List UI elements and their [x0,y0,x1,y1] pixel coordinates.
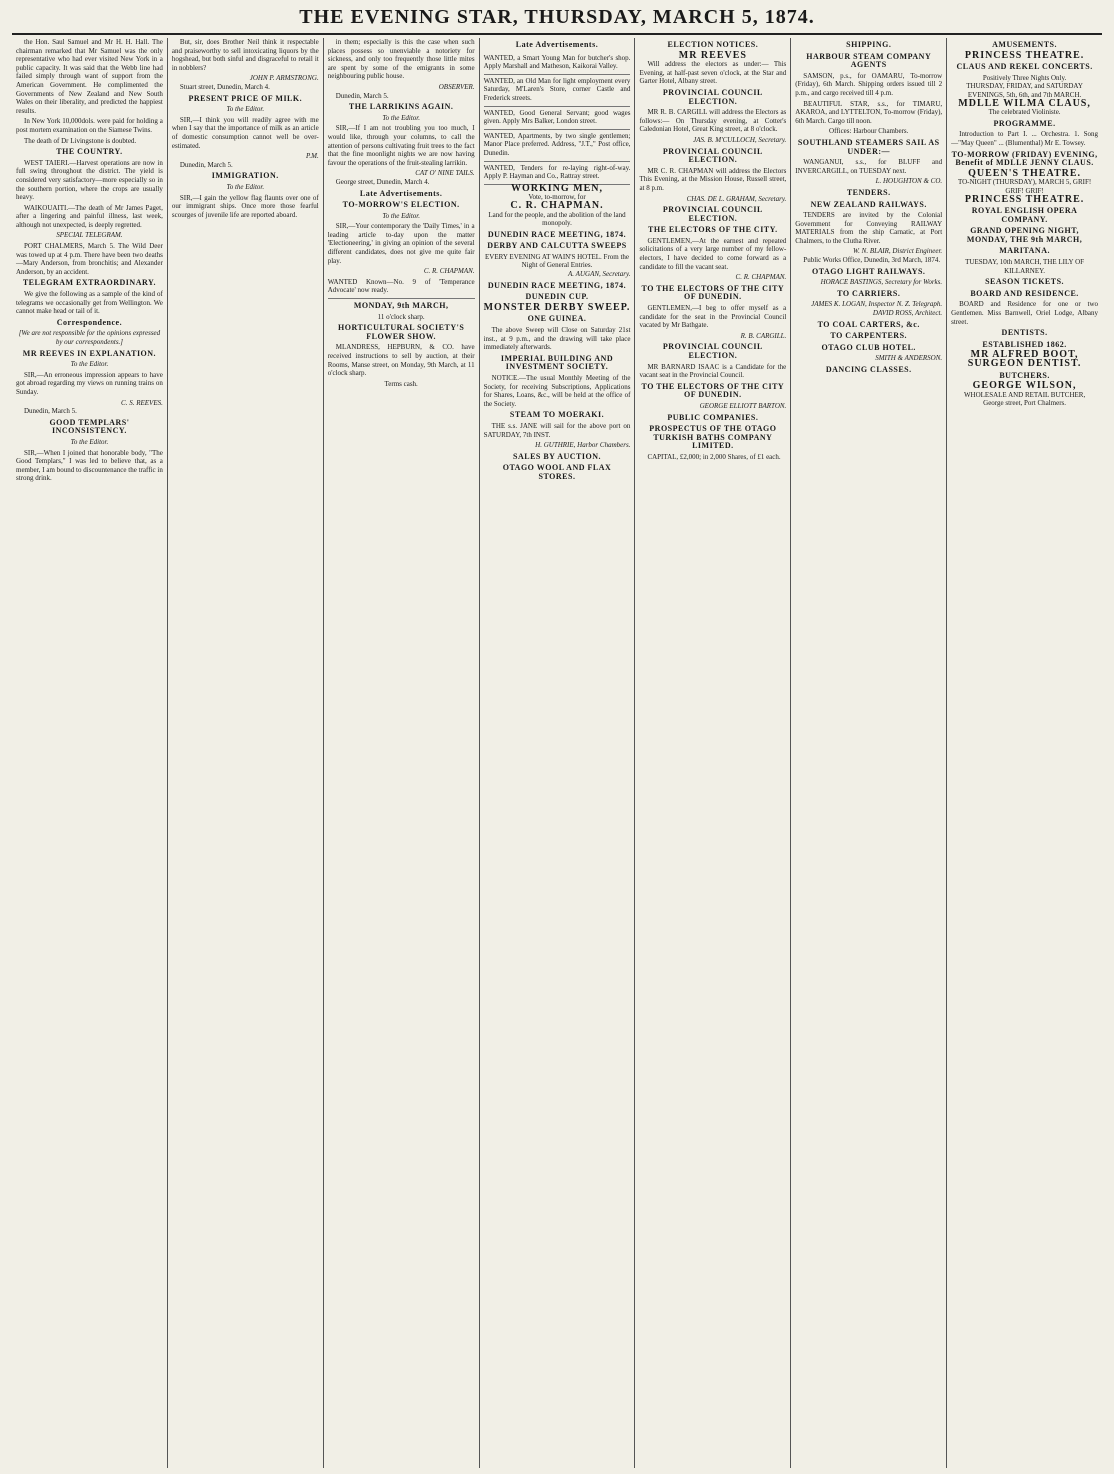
section-heading: OTAGO CLUB HOTEL. [821,342,916,352]
newspaper-title: THE EVENING STAR, THURSDAY, MARCH 5, 1874. [299,6,815,28]
signature-line: CHAS. DE L. GRAHAM, Secretary. [686,194,787,203]
column-3 [324,38,480,1468]
centered-line: Terms cash. [384,379,418,388]
signature-line: JOHN P. ARMSTRONG. [249,74,319,83]
sub-heading: SPECIAL TELEGRAM. [56,231,123,240]
signature-line: JAMES K. LOGAN, Inspector N. Z. Telegraph. [811,300,943,309]
display-heading: MR ALFRED BOOT, SURGEON DENTIST. [967,349,1082,369]
article-paragraph: NOTICE.—The usual Monthly Meeting of the Society, for receiving Subscriptions, Applications for Shares, Loans, &c., will be held at the office of the Society. [483,374,631,408]
centered-line: Vote, to-morrow, for [528,193,586,202]
article-paragraph: WANGANUI, s.s., for BLUFF and INVERCARGILL, on TUESDAY next. [795,158,943,175]
section-heading: TO COAL CARTERS, &c. [817,319,920,329]
article-paragraph: SIR,—I gain the yellow flag flaunts over one of our immigrant ships. Once more those fearful scourges of juvenile life are reported aboard. [171,193,319,219]
sub-heading: To the Editor. [226,182,265,191]
centered-line: THURSDAY, FRIDAY, and SATURDAY EVENINGS, 5th, 6th, and 7th MARCH. [966,82,1083,99]
column-4 [480,38,636,1468]
column-5 [635,38,791,1468]
section-heading: SOUTHLAND STEAMERS SAIL AS UNDER:— [797,137,940,156]
section-heading: TELEGRAM EXTRAORDINARY. [22,278,157,288]
section-heading: OTAGO WOOL AND FLAX STORES. [502,463,612,481]
section-heading: SHIPPING. [846,40,892,49]
classified-ad: WANTED, an Old Man for light employment every Saturday, M'Laren's Store, corner Castle and Frederick streets. [484,75,631,107]
section-heading: MONDAY, 9th MARCH, [353,301,449,311]
sub-heading: To the Editor. [382,113,420,122]
section-heading: SEASON TICKETS. [985,277,1065,287]
section-heading: PROVINCIAL COUNCIL ELECTION. [662,87,763,106]
article-paragraph: MR C. R. CHAPMAN will address the Electors This Evening, at the Mission House, Russell street, at 8 p.m. [639,166,787,192]
section-heading: OTAGO LIGHT RAILWAYS. [812,266,926,276]
article-paragraph: SIR,—An erroneous impression appears to have got abroad regarding my views on running trains on Sunday. [16,370,163,396]
article-paragraph: Dunedin, March 5. [335,91,389,100]
display-heading: PRINCESS THEATRE. [964,49,1085,61]
signature-line: W. N. BLAIR, District Engineer. [852,247,943,256]
article-paragraph: CAPITAL, £2,000; in 2,000 Shares, of £1 each. [647,452,781,461]
section-heading: PROSPECTUS OF THE OTAGO TURKISH BATHS COMPANY LIMITED. [649,424,777,451]
article-paragraph: GENTLEMEN,—I beg to offer myself as a candidate for the seat in the Provincial Council vacated by Mr Bathgate. [639,304,787,330]
article-paragraph: MR BARNARD ISAAC is a Candidate for the vacant seat in the Provincial Council. [639,362,787,380]
sub-heading: To the Editor. [382,211,420,220]
newspaper-columns [12,38,1102,1468]
signature-line: DAVID ROSS, Architect. [872,309,943,318]
display-heading: MDLLE WILMA CLAUS, [958,97,1091,109]
centered-line: 11 o'clock sharp. [377,312,425,321]
article-paragraph: WEST TAIERI.—Harvest operations are now in full swing throughout the district. The yield is considered very satisfactory—more especially so in the southern portion, where the crops are usually heavy. [16,158,163,202]
signature-line: H. GUTHRIE, Harbor Chambers. [535,441,631,450]
signature-line: L. HOUGHTON & CO. [875,177,943,186]
section-heading: BOARD AND RESIDENCE. [970,288,1079,298]
article-paragraph: WAIKOUAITI.—The death of Mr James Paget, after a lingering and painful illness, last week, although not unexpected, is deeply regretted. [16,203,163,229]
section-heading: BUTCHERS. [999,370,1050,380]
article-paragraph: SIR,—Your contemporary the 'Daily Times,' in a leading article to-day upon the matter 'Electioneering,' in giving an opinion of the several different candidates, does not give me quite fair play. [327,222,475,265]
article-paragraph: MLANDRESS, HEPBURN, & CO. have received instructions to sell by auction, at their Rooms, Manse street, on Monday, 9th March, at 11 o'clock sharp. [327,343,475,378]
article-paragraph: SAMSON, p.s., for OAMARU, To-morrow (Friday), 6th March. Shipping orders issued till 2 p.m., and cargo received till 4 p.m. [795,71,943,97]
signature-line: C. S. REEVES. [121,398,163,407]
section-heading: STEAM TO MOERAKI. [509,410,605,420]
masthead-rule [12,33,1102,35]
classified-ad: WANTED, Tenders for re-laying right-of-way. Apply P. Hayman and Co., Rattray street. [484,162,631,185]
section-heading: GRAND OPENING NIGHT, MONDAY, THE 9th MARCH, [966,226,1083,244]
section-heading: PUBLIC COMPANIES. [667,412,759,422]
section-heading: TO-MORROW'S ELECTION. [342,200,460,210]
signature-line: C. R. CHAPMAN. [735,273,787,282]
column-2 [168,38,324,1468]
section-heading: PROVINCIAL COUNCIL ELECTION. [662,146,763,165]
classified-ad: WANTED, Apartments, by two single gentlemen; Manor Place preferred. Address, "J.T.," Post office, Dunedin. [484,130,631,162]
signature-line: HORACE BASTINGS, Secretary for Works. [820,278,943,287]
signature-line: P.M. [306,152,319,161]
section-heading: DUNEDIN RACE MEETING, 1874. [487,280,627,290]
section-heading: MR REEVES IN EXPLANATION. [22,348,157,358]
article-paragraph: We give the following as a sample of the kind of telegrams we occasionally get from Wellington. We cannot make head or tail of it. [16,290,163,316]
column-7 [947,38,1102,1468]
section-heading: ONE GUINEA. [527,314,587,324]
signature-line: CAT O' NINE TAILS. [415,169,475,178]
section-heading: HORTICULTURAL SOCIETY'S FLOWER SHOW. [338,323,465,341]
article-paragraph: In New York 10,000dols. were paid for holding a post mortem examination on the Siamese Twins. [16,117,163,134]
article-paragraph: the Hon. Saul Samuel and Mr H. H. Hall. The chairman remarked that Mr Samuel was the only representative who had ever visited New York in a public capacity. It was said that the Webb line had failed simply through want of support from the American Government. He complimented the Governments of New Zealand and New South Wales on their liberality, and predicted the happiest results. [16,38,163,115]
section-heading: IMPERIAL BUILDING AND INVESTMENT SOCIETY. [500,353,614,372]
article-paragraph: SIR,—When I joined that honorable body, "The Good Templars," I was led to believe that, as a member, I am bound to discountenance the traffic in strong drink. [16,448,163,483]
article-paragraph: Introduction to Part I. ... Orchestra. 1. Song—"May Queen" ... (Blumenthal) Mr E. Towsey. [951,130,1099,147]
sub-heading: To the Editor. [70,437,109,446]
display-heading: MONSTER DERBY SWEEP. [483,301,631,313]
signature-line: SMITH & ANDERSON. [875,354,943,363]
section-heading: ELECTION NOTICES. [667,40,759,49]
article-paragraph: Will address the electors as under:— This Evening, at half-past seven o'clock, at the Star and Garter Hotel, Albany street. [639,60,787,86]
article-paragraph: in them; especially is this the case when such places possess so unenviable a notoriety for sickness, and only too frequently those little mites are spent by some of the emigrants in some neighbouring public house. [327,38,475,81]
section-heading: TO-MORROW (FRIDAY) EVENING, Benefit of MDLLE JENNY CLAUS. [951,149,1098,168]
section-heading: CLAUS AND REKEL CONCERTS. [956,62,1093,72]
section-heading: TENDERS. [846,187,891,197]
signature-line: GEORGE ELLIOTT BARTON. [699,401,787,410]
section-heading: DUNEDIN RACE MEETING, 1874. [487,229,627,239]
section-heading: TO THE ELECTORS OF THE CITY OF DUNEDIN. [641,381,785,400]
article-paragraph: Public Works Office, Dunedin, 3rd March, 1874. [803,256,941,265]
section-heading: THE LARRIKINS AGAIN. [348,102,454,112]
centered-line: Offices: Harbour Chambers. [829,127,909,136]
display-heading: QUEEN'S THEATRE. [968,167,1082,179]
section-heading: HARBOUR STEAM COMPANY AGENTS [806,51,932,70]
section-heading: AMUSEMENTS. [992,40,1057,49]
section-heading: Late Advertisements. [359,188,443,198]
display-heading: C. R. CHAPMAN. [510,199,604,211]
centered-line: Positively Three Nights Only. [982,73,1067,82]
article-paragraph: SIR,—I think you will readily agree with me when I say that the importance of milk as an article of domestic consumption cannot well be over-estimated. [171,115,319,150]
article-paragraph: Dunedin, March 5. [179,160,233,169]
centered-line: George street, Port Chalmers. [983,399,1067,408]
signature-line: A. AUGAN, Secretary. [568,270,631,279]
centered-line: EVERY EVENING AT WAIN'S HOTEL. From the Night of General Entries. [484,252,630,270]
section-heading: DUNEDIN CUP. [525,292,589,302]
sub-heading: To the Editor. [226,105,265,114]
article-paragraph: Dunedin, March 5. [24,407,77,416]
article-paragraph: THE s.s. JANE will sail for the above port on SATURDAY, 7th INST. [483,421,631,439]
article-paragraph: Stuart street, Dunedin, March 4. [179,82,270,91]
article-paragraph: George street, Dunedin, March 4. [335,177,430,186]
article-paragraph: The above Sweep will Close on Saturday 21st inst., at 9 p.m., and the drawing will take place immediately afterwards. [483,326,631,352]
display-heading: WORKING MEN, [511,182,603,194]
section-heading: Correspondence. [56,317,123,327]
article-paragraph: GENTLEMEN,—At the earnest and repeated solicitations of a very large number of my fellow-electors, I have decided to come forward as a candidate to fill the vacant seat. [639,236,787,271]
section-heading: DERBY AND CALCUTTA SWEEPS [487,241,627,251]
section-heading: DANCING CLASSES. [825,365,912,374]
centered-line: WHOLESALE AND RETAIL BUTCHER, [963,390,1086,399]
section-heading: PROGRAMME. [993,118,1056,128]
display-heading: PRINCESS THEATRE. [964,193,1085,205]
section-heading: PRESENT PRICE OF MILK. [188,93,303,103]
signature-line: OBSERVER. [438,82,475,91]
section-heading: TO CARRIERS. [837,288,901,298]
article-paragraph: BEAUTIFUL STAR, s.s., for TIMARU, AKAROA, and LYTTELTON, To-morrow (Friday), 6th March. Cargo till noon. [795,99,943,125]
column-6 [791,38,947,1468]
section-heading: MARITANA. [999,246,1050,256]
article-paragraph: But, sir, does Brother Neil think it respectable and praiseworthy to sell intoxicating liquors by the hogshead, but both sinful and disgraceful to retail it in nobblers? [171,38,319,72]
section-heading: SALES BY AUCTION. [513,451,602,461]
sub-heading: [We are not responsible for the opinions expressed by our correspondents.] [18,329,161,346]
classified-ad: WANTED, Good General Servant; good wages given. Apply Mrs Balker, London street. [484,107,631,130]
article-paragraph: TENDERS are invited by the Colonial Government for Conveying RAILWAY MATERIALS from the ship Carnatic, at Port Chalmers, to the Clutha River. [795,211,943,245]
display-heading: GEORGE WILSON, [972,380,1077,392]
classified-ad: WANTED Known—No. 9 of 'Temperance Advocate' now ready. [328,276,475,299]
section-heading: THE ELECTORS OF THE CITY. [648,225,778,235]
section-heading: TO THE ELECTORS OF THE CITY OF DUNEDIN. [641,283,785,302]
article-paragraph: The death of Dr Livingstone is doubted. [24,136,137,145]
section-heading: THE COUNTRY. [56,147,123,157]
section-heading: DENTISTS. [1001,328,1048,338]
signature-line: JAS. B. M'CULLOCH, Secretary. [693,135,787,144]
section-heading: Late Advertisements. [515,40,599,49]
centered-line: TUESDAY, 10th MARCH, THE LILY OF KILLARNEY. [965,258,1085,275]
centered-line: The celebrated Violiniste. [988,108,1061,117]
column-1 [12,38,168,1468]
article-paragraph: BOARD and Residence for one or two Gentlemen. Miss Barnwell, Oriel Lodge, Albany street. [951,300,1099,326]
section-heading: TO CARPENTERS. [830,331,908,341]
centered-line: Land for the people, and the abolition of the land monopoly. [488,210,626,228]
section-heading: ESTABLISHED 1862. [982,339,1067,349]
masthead [0,0,1114,36]
display-heading: MR REEVES [678,49,747,61]
section-heading: GOOD TEMPLARS' INCONSISTENCY. [49,417,130,436]
section-heading: PROVINCIAL COUNCIL ELECTION. [662,205,763,223]
signature-line: C. R. CHAPMAN. [423,267,475,276]
section-heading: NEW ZEALAND RAILWAYS. [810,199,927,209]
article-paragraph: SIR,—If I am not troubling you too much, I would like, through your columns, to call the attention of persons cultivating fruit trees to the fact that the fine moonlight nights we are now having favour the operations of the fruit-stealing larrikin. [327,124,475,167]
sub-heading: To the Editor. [70,360,109,369]
signature-line: R. B. CARGILL. [740,331,787,340]
centered-line: TO-NIGHT (THURSDAY), MARCH 5, GRIF! GRIF! GRIF! [957,178,1092,195]
section-heading: IMMIGRATION. [211,171,279,181]
classified-ad: WANTED, a Smart Young Man for butcher's shop. Apply Marshall and Matheson, Kaikorai Valley. [484,52,631,75]
article-paragraph: PORT CHALMERS, March 5. The Wild Deer was towed up at 4 p.m. There have been two deaths—Mary Anderson, from bronchitis; and Alexander Anderson, by an accident. [16,242,163,276]
section-heading: PROVINCIAL COUNCIL ELECTION. [662,342,763,360]
section-heading: ROYAL ENGLISH OPERA COMPANY. [971,206,1078,224]
article-paragraph: MR R. B. CARGILL will address the Electors as follows:— On Thursday evening, at Cotter's Caledonian Hotel, Great King street, at 8 o'clock. [639,108,787,134]
